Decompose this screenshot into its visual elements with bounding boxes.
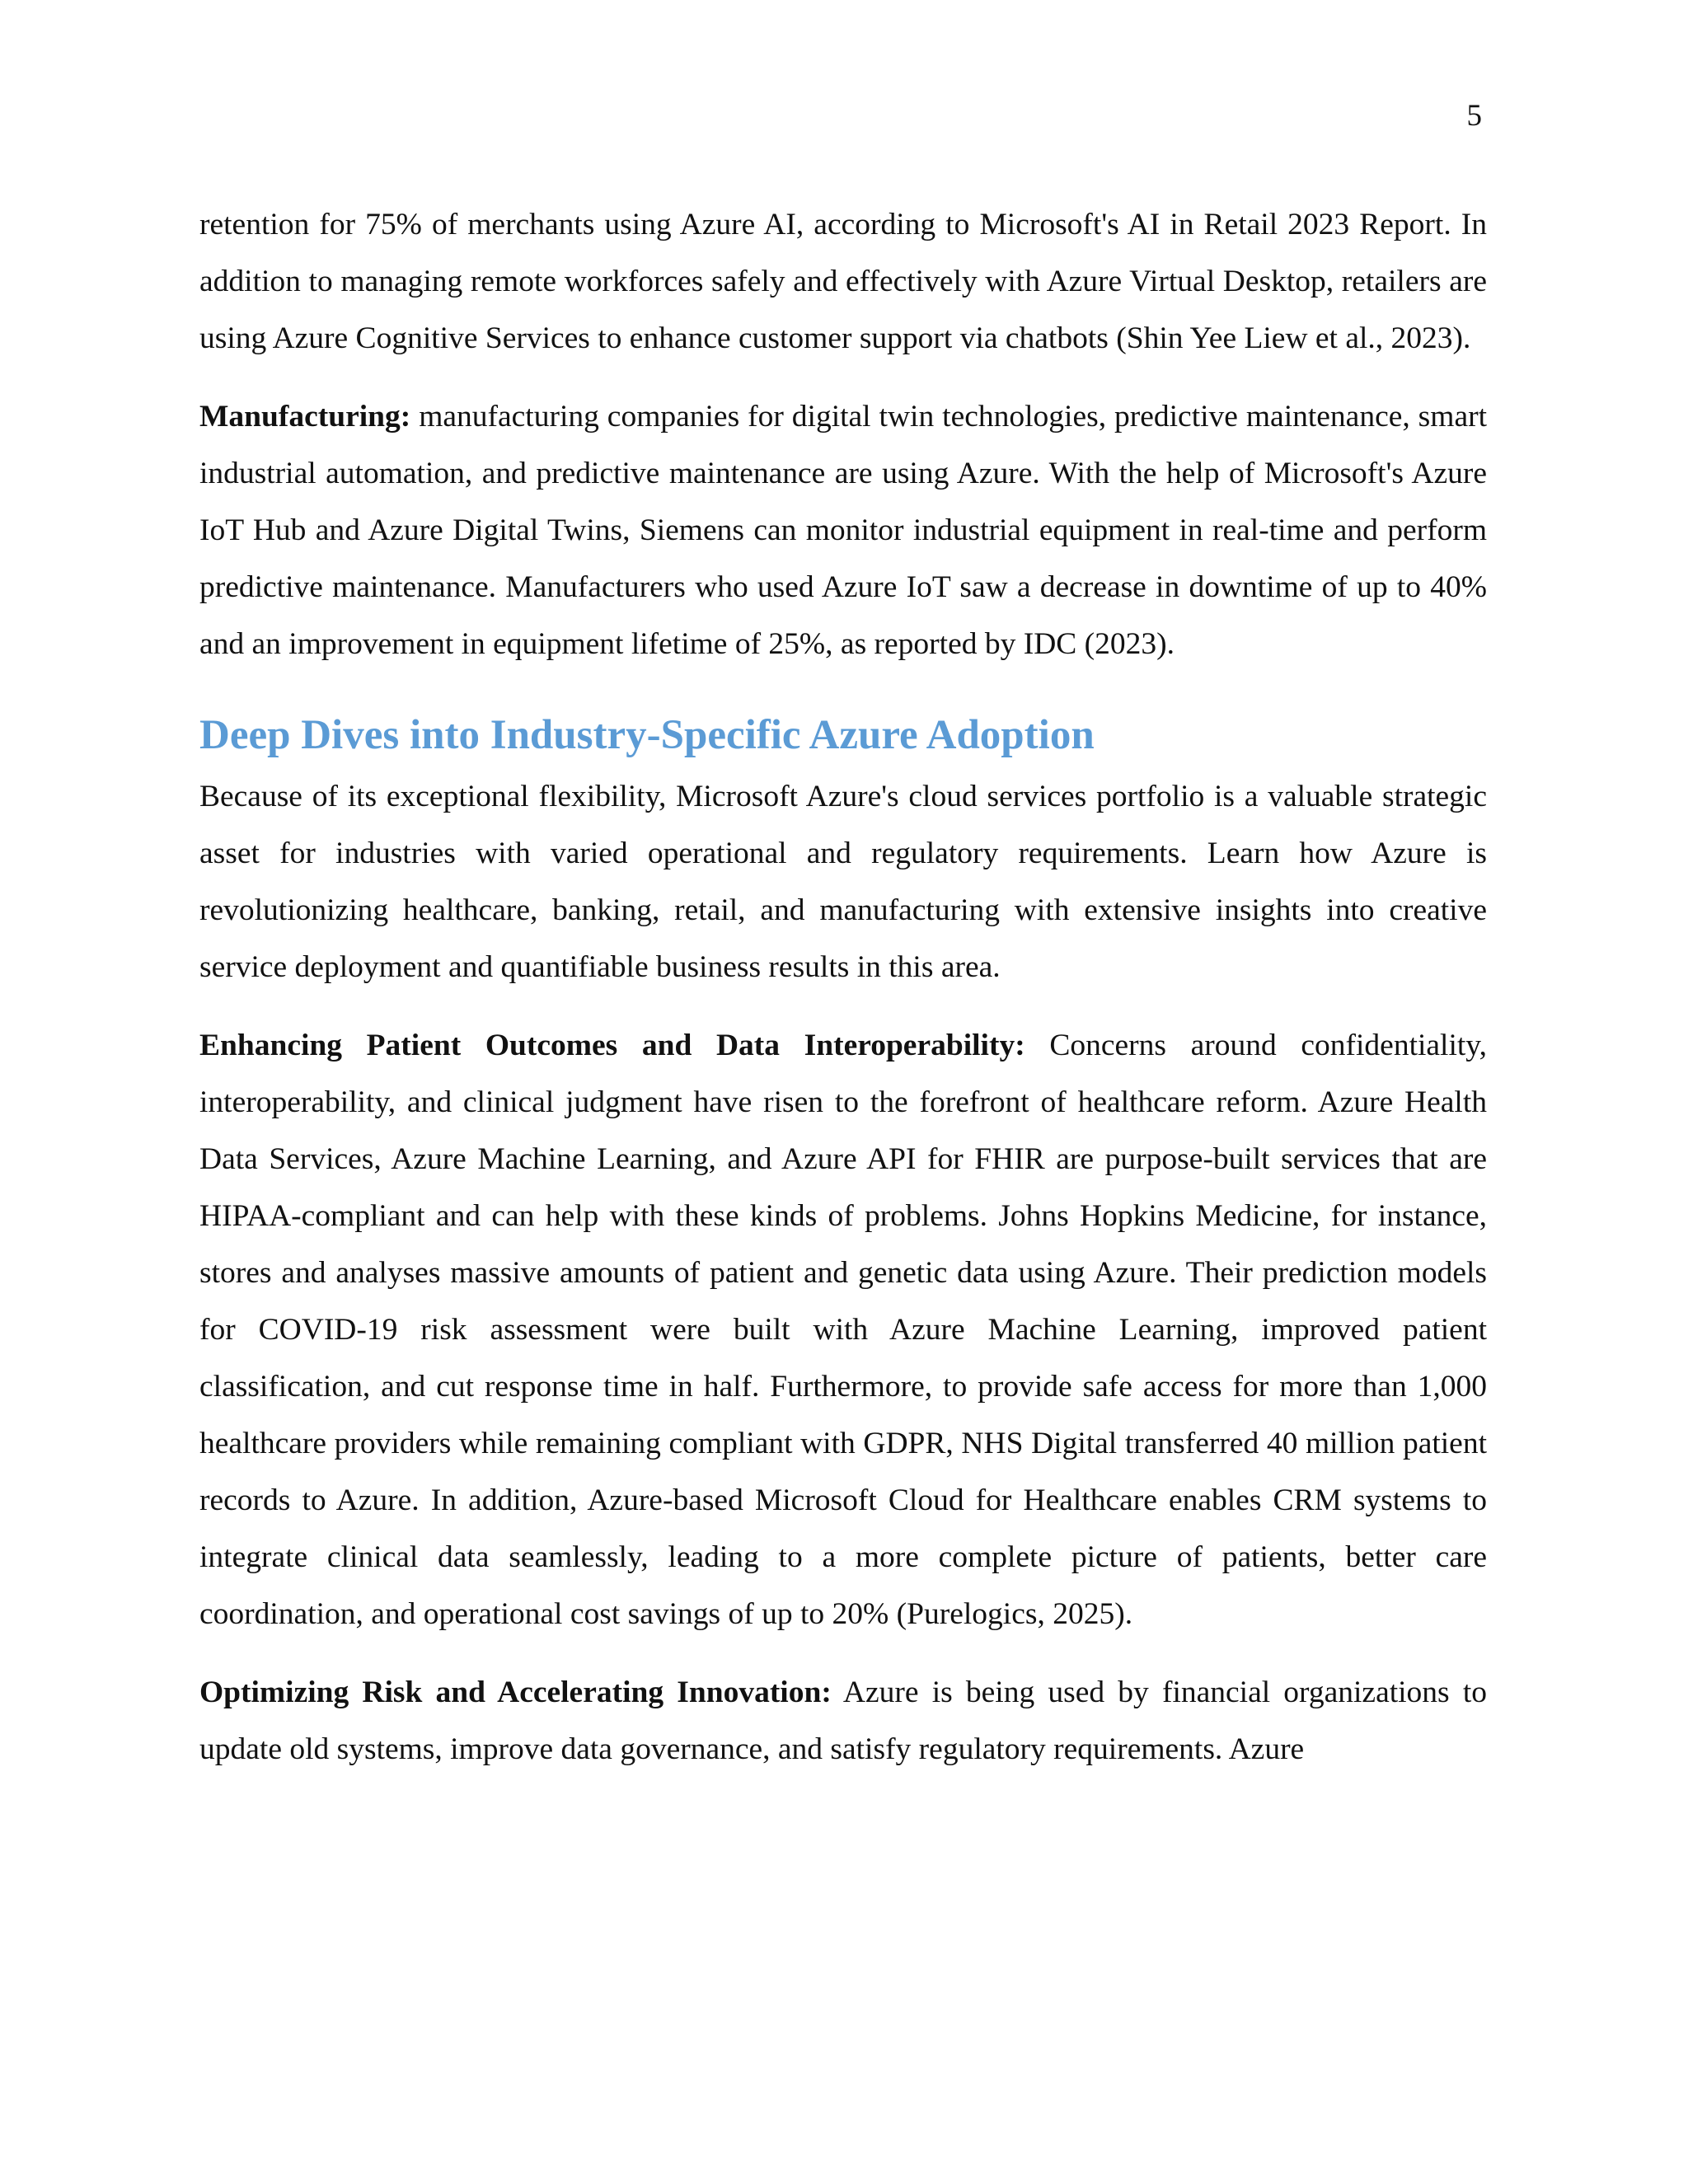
paragraph-text: Azure is being used by financial organizations to update old systems, improve data governance, and satisfy regulatory requirements. Azure xyxy=(199,1675,1487,1766)
paragraph-manufacturing xyxy=(199,388,1487,673)
paragraph-healthcare xyxy=(199,1017,1487,1643)
paragraph-finance xyxy=(199,1664,1487,1778)
paragraph-text: Concerns around confidentiality, interoperability, and clinical judgment have risen to the forefront of healthcare reform. Azure Health Data Services, Azure Machine Learning, and Azure API for FHIR are purpose-built services that are HIPAA-compliant and can help with these kinds of problems. Johns Hopkins Medicine, for instance, stores and analyses massive amounts of patient and genetic data using Azure. Their prediction models for COVID-19 risk assessment were built with Azure Machine Learning, improved patient classification, and cut response time in half. Furthermore, to provide safe access for more than 1,000 healthcare providers while remaining compliant with GDPR, NHS Digital transferred 40 million patient records to Azure. In addition, Azure-based Microsoft Cloud for Healthcare enables CRM systems to integrate clinical data seamlessly, leading to a more complete picture of patients, better care coordination, and operational cost savings of up to 20% (Purelogics, 2025). xyxy=(199,1029,1487,1631)
page-body xyxy=(199,196,1487,1778)
paragraph-text: retention for 75% of merchants using Azure AI, according to Microsoft's AI in Retail 2023 Report. In addition to managing remote workforces safely and effectively with Azure Virtual Desktop, retailers are using Azure Cognitive Services to enhance customer support via chatbots (Shin Yee Liew et al., 2023). xyxy=(199,208,1487,355)
paragraph-lead: Enhancing Patient Outcomes and Data Interoperability: xyxy=(199,1029,1025,1062)
paragraph-lead: Optimizing Risk and Accelerating Innovation: xyxy=(199,1675,832,1709)
paragraph-retail-continuation xyxy=(199,196,1487,367)
paragraph-lead: Manufacturing: xyxy=(199,400,411,434)
page-number: 5 xyxy=(1466,99,1482,133)
section-heading: Deep Dives into Industry-Specific Azure Adoption xyxy=(199,712,1095,758)
paragraph-text: manufacturing companies for digital twin technologies, predictive maintenance, smart industrial automation, and predictive maintenance are using Azure. With the help of Microsoft's Azure IoT Hub and Azure Digital Twins, Siemens can monitor industrial equipment in real-time and perform predictive maintenance. Manufacturers who used Azure IoT saw a decrease in downtime of up to 40% and an improvement in equipment lifetime of 25%, as reported by IDC (2023). xyxy=(199,400,1487,661)
paragraph-text: Because of its exceptional flexibility, Microsoft Azure's cloud services portfolio is a valuable strategic asset for industries with varied operational and regulatory requirements. Learn how Azure is revolutionizing healthcare, banking, retail, and manufacturing with extensive insights into creative service deployment and quantifiable business results in this area. xyxy=(199,780,1487,984)
paragraph-intro xyxy=(199,768,1487,996)
